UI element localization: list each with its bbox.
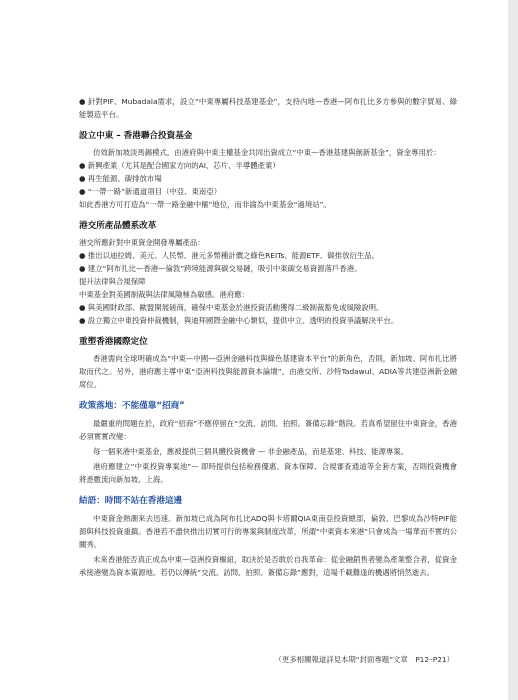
footer-reference: （更多相關報道詳見本期“封面專題”文章 P12–P21） [274, 655, 454, 664]
paragraph-joint-fund: 仿效新加坡淡馬錫模式，由港府與中東主權基金共同出資成立“中東—香港基建與創新基金”，資金專用於： [93, 148, 441, 157]
paragraph-conclusion-1: 中東資金熱潮來去迅速。新加坡已成為阿布扎比ADQ與卡塔爾QIA東南亞投資總部，倫敦、巴黎成為沙特PIF能源與科技投資重鎮。香港若不盡快推出切實可行的專案與制度改革，所謂“中東資本來港”只會成為一場華而不實的公關秀。 [79, 514, 457, 549]
paragraph-policy-2: 每一個來港中東基金，應被提供三個具體投資機會 — 非金融產品，而是基建、科技、能源專案。 [93, 447, 409, 456]
article-body [79, 95, 457, 579]
paragraph-sanctions-sensitivity: 中東基金對美國制裁與法律風險極為敏感。港府應： [79, 290, 249, 299]
paragraph-policy-1: 最嚴重的問題在於，政府“招商”不應停留在“交流、訪問、拍照、簽備忘錄”階段。若真希望留住中東資金，香港必須實實改變： [79, 419, 457, 441]
paragraph-conclusion-2: 未來香港能否真正成為中東—亞洲投資樞紐，取決於是否敢於自我革命：從金融銷售者變為產業整合者，從資金承接港變為資本策源地。若仍以傳統“交流、訪問、拍照、簽備忘錄”應對，這場千載難逢的機遇將悄然逝去。 [79, 555, 457, 577]
section-heading-hkex-reform: 港交所產品體系改革 [79, 221, 157, 231]
paragraph-legal-compliance: 提升法律與合規保障 [79, 277, 146, 286]
bullet-renewable-energy: ● 再生能源、碳排放市場 [79, 174, 162, 183]
section-heading-policy: 政策落地：不能僅靠“招商” [79, 401, 185, 411]
bullet-pif-fund: ● 針對PIF、Mubadala需求，設立“中東專屬科技基建基金”，支持內地—香港—阿布扎比多方參與的數字貿易、綠能製造平台。 [79, 97, 457, 119]
paragraph-positioning: 香港需向全球明確成為“中東—中國—亞洲金融科技與綠色基建資本平台”的新角色，否則，新加坡、阿布扎比將取而代之。另外，港府應主導中東“亞洲科技與能源資本論壇”，由港交所、沙特Tadawul、ADIA等共建亞洲新金融席位。 [79, 354, 457, 389]
paragraph-policy-3: 港府應建立“中東投資專案池”— 即時提供包括稅務優惠、資本保障、合規審查通道等全套方案，否則投資機會將悉數流向新加坡、上海。 [79, 462, 457, 484]
bullet-emerging-industries: ● 新興產業（尤其是配合國家方向的AI、芯片、半導體產業） [79, 161, 280, 170]
bullet-carbon-chain: ● 建立“阿布扎比—香港—倫敦”跨境能源與碳交易鏈，吸引中東碳交易資源落戶香港。 [79, 264, 362, 273]
bullet-belt-road: ● “一帶一路”新通道項目（中亞、東南亞） [79, 187, 222, 196]
paragraph-hub-status: 如此香港方可打造為“一帶一路金融中樞”地位，而非淪為中東基金“過境站”。 [79, 200, 331, 209]
paragraph-hkex-products: 港交所應針對中東資金開發專屬產品： [79, 238, 205, 247]
section-heading-positioning: 重塑香港國際定位 [79, 337, 148, 347]
section-heading-conclusion: 結語：時間不站在香港這邊 [79, 496, 183, 506]
bullet-green-reits: ● 推出以迪拉姆、美元、人民幣、港元多幣種計價之綠色REITs、能源ETF、碳排放衍生品。 [79, 251, 380, 260]
section-heading-joint-fund: 設立中東 – 香港聯合投資基金 [79, 131, 193, 141]
bullet-arbitration: ● 設立獨立中東投資仲裁機制，與迪拜國際金融中心類似，提供中立、透明的投資爭議解決平台。 [79, 316, 399, 325]
bullet-sanctions-talks: ● 與美國財政部、歐盟開展磋商，確保中東基金於港投資活動獲得二級制裁豁免或風險說明。 [79, 303, 384, 312]
